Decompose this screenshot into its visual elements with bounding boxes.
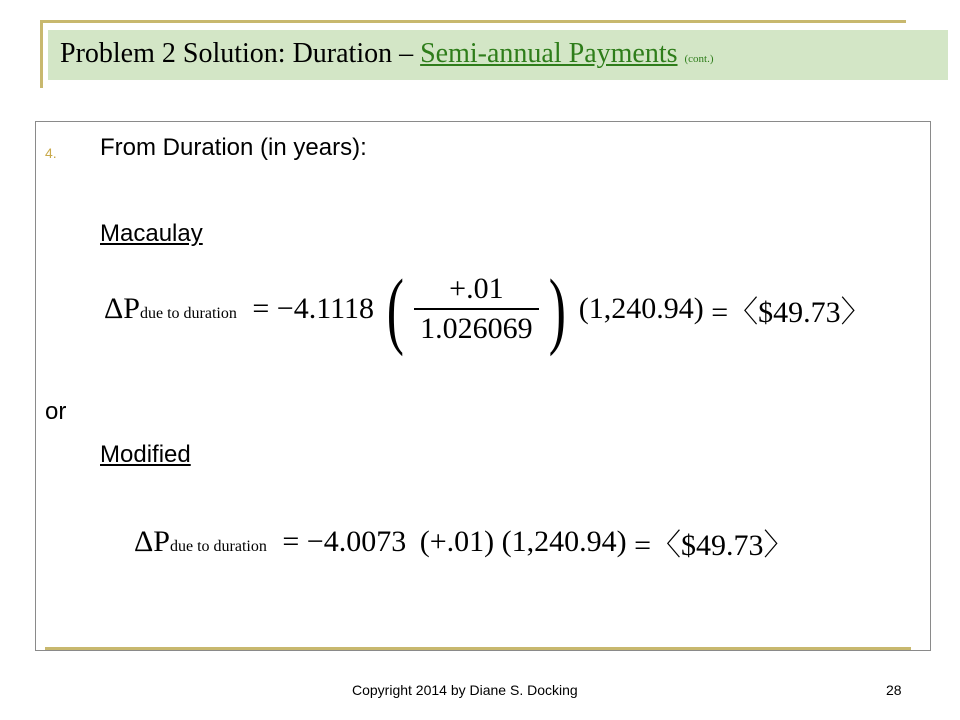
eq1-result: =〈$49.73〉 bbox=[711, 296, 871, 329]
or-label: or bbox=[45, 398, 67, 425]
eq1-denominator: 1.026069 bbox=[420, 312, 533, 345]
eq2-price: (1,240.94) bbox=[501, 525, 627, 558]
macaulay-heading: Macaulay bbox=[100, 220, 203, 247]
title-link[interactable]: Semi-annual Payments bbox=[420, 38, 678, 69]
modified-equation bbox=[134, 520, 794, 570]
content-box bbox=[35, 121, 931, 651]
title-cont-note: (cont.) bbox=[684, 53, 714, 65]
modified-heading: Modified bbox=[100, 441, 191, 468]
eq2-lhs-subscript: due to duration bbox=[169, 538, 267, 555]
eq2-lhs: ΔPdue to duration bbox=[134, 525, 267, 558]
eq1-lhs: ΔPdue to duration bbox=[104, 292, 237, 325]
eq1-open-paren: ( bbox=[387, 261, 405, 357]
eq1-fraction bbox=[414, 272, 539, 346]
list-item-number: 4. bbox=[45, 145, 57, 161]
eq1-numerator: +.01 bbox=[414, 272, 539, 310]
copyright-footer: Copyright 2014 by Diane S. Docking bbox=[352, 682, 578, 698]
top-frame-rule bbox=[40, 20, 906, 23]
eq1-close-paren: ) bbox=[548, 261, 566, 357]
title-prefix: Problem 2 Solution: Duration – bbox=[60, 38, 421, 69]
eq2-equals: = bbox=[282, 525, 300, 558]
eq1-coefficient: −4.1118 bbox=[276, 292, 374, 325]
slide-title bbox=[60, 38, 714, 70]
eq2-result: =〈$49.73〉 bbox=[634, 529, 794, 562]
eq1-lhs-subscript: due to duration bbox=[139, 305, 237, 322]
eq2-coefficient: −4.0073 bbox=[306, 525, 407, 558]
bottom-frame-rule bbox=[45, 647, 911, 650]
list-item-text: From Duration (in years): bbox=[100, 134, 367, 161]
macaulay-equation bbox=[104, 261, 871, 357]
page-number: 28 bbox=[886, 682, 902, 698]
eq1-equals: = bbox=[252, 292, 270, 325]
eq2-change: (+.01) bbox=[419, 525, 495, 558]
eq1-price: (1,240.94) bbox=[578, 292, 704, 325]
left-frame-rule bbox=[40, 20, 43, 88]
